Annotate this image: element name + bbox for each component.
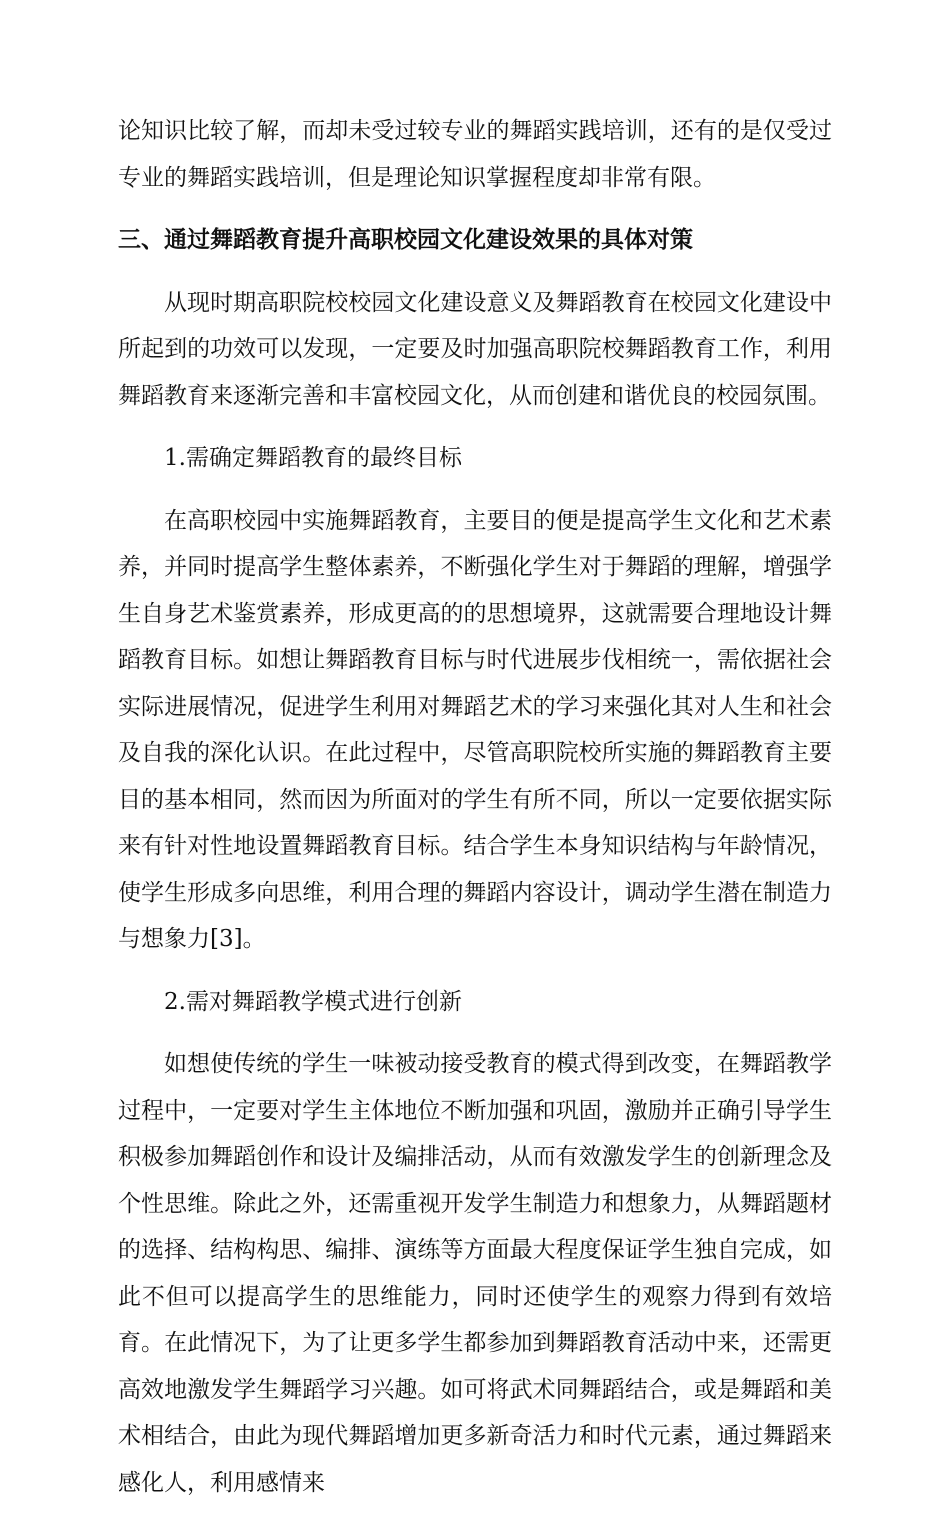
subsection-2-title: 2.需对舞蹈教学模式进行创新 (164, 988, 462, 1015)
subsection-2-paragraph: 如想使传统的学生一味被动接受教育的模式得到改变，在舞蹈教学过程中，一定要对学生主体地位不断加强和巩固，激励并正确引导学生积极参加舞蹈创作和设计及编排活动，从而有效激发学生的创新理念及个性思维。除此之外，还需重视开发学生制造力和想象力，从舞蹈题材的选择、结构构思、编排、演练等方面最大程度保证学生独自完成，如此不但可以提高学生的思维能力，同时还使学生的观察力得到有效培育。在此情况下，为了让更多学生都参加到舞蹈教育活动中来，还需更高效地激发学生舞蹈学习兴趣。如可将武术同舞蹈结合，或是舞蹈和美术相结合，由此为现代舞蹈增加更多新奇活力和时代元素，通过舞蹈来感化人，利用感情来 (118, 1051, 832, 1496)
paragraph-continued: 论知识比较了解，而却未受过较专业的舞蹈实践培训，还有的是仅受过专业的舞蹈实践培训，但是理论知识掌握程度却非常有限。 (118, 118, 832, 191)
subsection-1-paragraph: 在高职校园中实施舞蹈教育，主要目的便是提高学生文化和艺术素养，并同时提高学生整体素养，不断强化学生对于舞蹈的理解，增强学生自身艺术鉴赏素养，形成更高的的思想境界，这就需要合理地设计舞蹈教育目标。如想让舞蹈教育目标与时代进展步伐相统一，需依据社会实际进展情况，促进学生利用对舞蹈艺术的学习来强化其对人生和社会及自我的深化认识。在此过程中，尽管高职院校所实施的舞蹈教育主要目的基本相同，然而因为所面对的学生有所不同，所以一定要依据实际来有针对性地设置舞蹈教育目标。结合学生本身知识结构与年龄情况，使学生形成多向思维，利用合理的舞蹈内容设计，调动学生潜在制造力与想象力[3]。 (118, 507, 832, 952)
subsection-1-title: 1.需确定舞蹈教育的最终目标 (164, 445, 462, 471)
document-body (118, 108, 832, 1522)
section-heading: 三、通过舞蹈教育提升高职校园文化建设效果的具体对策 (118, 227, 693, 253)
section-intro-paragraph: 从现时期高职院校校园文化建设意义及舞蹈教育在校园文化建设中所起到的功效可以发现，一定要及时加强高职院校舞蹈教育工作，利用舞蹈教育来逐渐完善和丰富校园文化，从而创建和谐优良的校园氛围。 (118, 289, 832, 409)
